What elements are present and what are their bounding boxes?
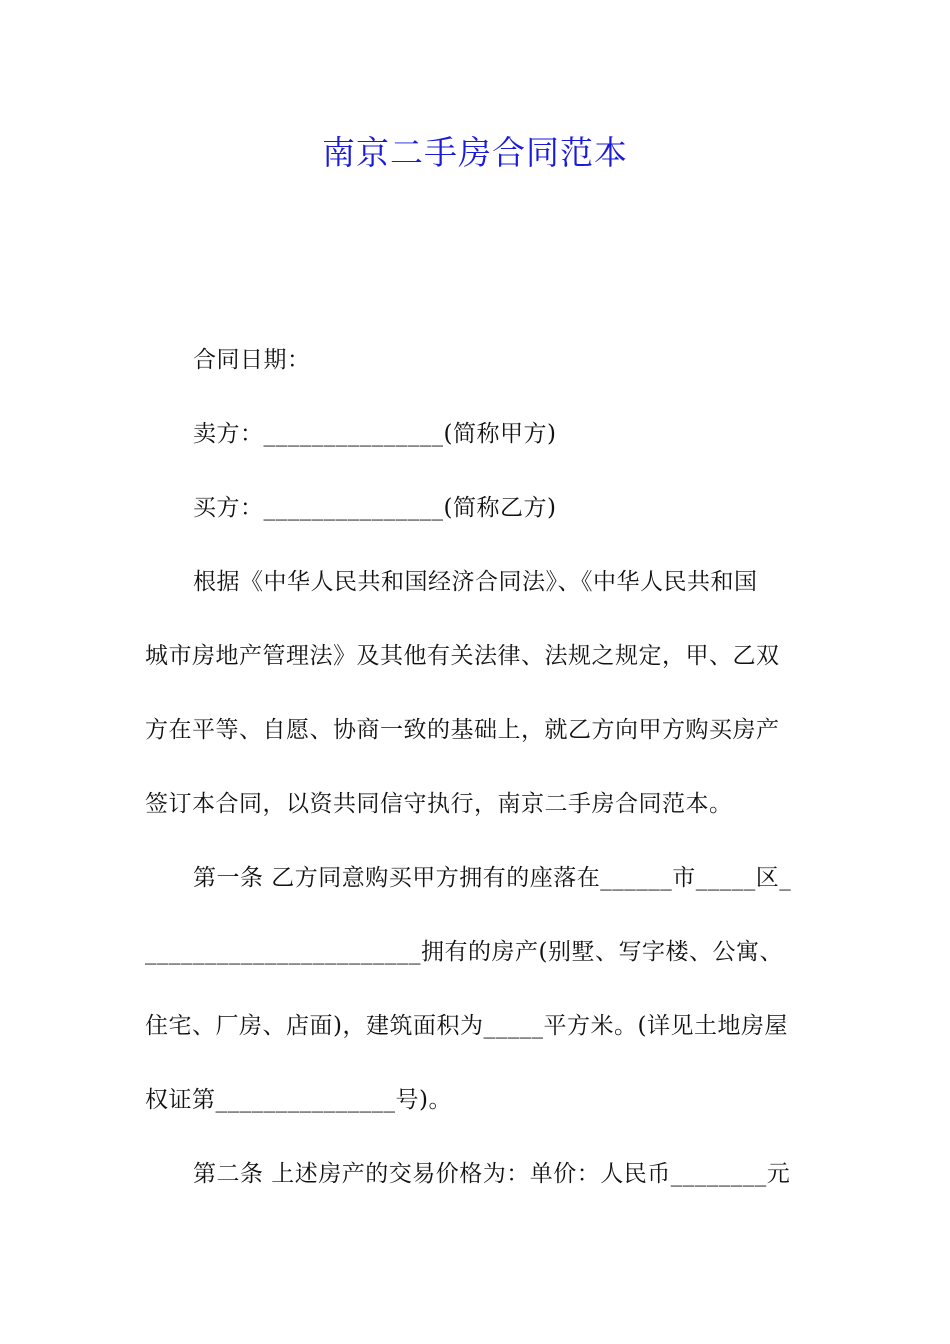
- article-1-line-1: 第一条 乙方同意购买甲方拥有的座落在______市_____区_: [193, 865, 792, 891]
- preamble-line-1: 根据《中华人民共和国经济合同法》、《中华人民共和国: [193, 569, 758, 595]
- preamble-line-4: 签订本合同，以资共同信守执行，南京二手房合同范本。: [145, 791, 733, 817]
- seller-line: 卖方：_______________(简称甲方): [193, 421, 557, 447]
- article-2-line-1: 第二条 上述房产的交易价格为：单价：人民币________元: [193, 1161, 791, 1187]
- preamble-line-3: 方在平等、自愿、协商一致的基础上，就乙方向甲方购买房产: [145, 717, 780, 743]
- contract-date-line: 合同日期：: [193, 347, 311, 373]
- article-1-line-2: _______________________拥有的房产(别墅、写字楼、公寓、: [145, 939, 783, 965]
- buyer-line: 买方：_______________(简称乙方): [193, 495, 557, 521]
- preamble-line-2: 城市房地产管理法》及其他有关法律、法规之规定，甲、乙双: [145, 643, 780, 669]
- article-1-line-3: 住宅、厂房、店面)，建筑面积为_____平方米。(详见土地房屋: [145, 1013, 788, 1039]
- article-1-line-4: 权证第_______________号)。: [145, 1087, 452, 1113]
- document-title: 南京二手房合同范本: [322, 133, 628, 172]
- document-body: [145, 336, 809, 1198]
